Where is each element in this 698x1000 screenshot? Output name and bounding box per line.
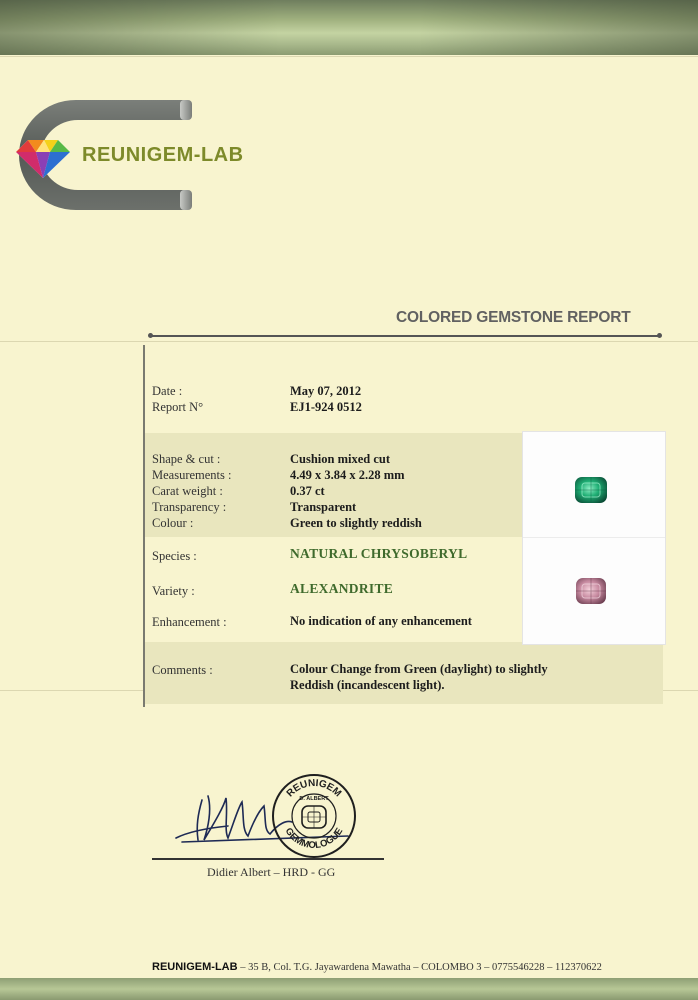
- stamp-top-text: REUNIGEM: [284, 777, 344, 800]
- enhancement-label: Enhancement :: [152, 615, 227, 629]
- report-number-label: Report N°: [152, 400, 204, 414]
- comments-line-1: Colour Change from Green (daylight) to slightly: [290, 662, 548, 676]
- header-band: [0, 0, 698, 55]
- gemmologist-stamp: [270, 772, 358, 860]
- transparency-value: Transparent: [290, 500, 357, 514]
- variety-label: Variety :: [152, 584, 195, 598]
- shape-value: Cushion mixed cut: [290, 452, 391, 466]
- measurements-label: Measurements :: [152, 468, 232, 482]
- title-rule: [150, 335, 660, 337]
- fold-line-middle: [0, 341, 698, 342]
- photo-divider: [523, 537, 665, 538]
- comments-line-2: Reddish (incandescent light).: [290, 678, 445, 692]
- pink-gem-icon: [575, 577, 607, 605]
- brand-name: REUNIGEM-LAB: [82, 144, 244, 166]
- species-label: Species :: [152, 549, 197, 563]
- date-label: Date :: [152, 384, 183, 398]
- gem-photo-panel: [522, 431, 666, 645]
- species-value: NATURAL CHRYSOBERYL: [290, 546, 468, 561]
- stamp-middle-text: D. ALBERT: [299, 796, 329, 802]
- report-number-value: EJ1-924 0512: [290, 400, 362, 414]
- report-title: COLORED GEMSTONE REPORT: [396, 309, 631, 326]
- footer-brand: REUNIGEM-LAB: [152, 961, 238, 973]
- footer-band: [0, 978, 698, 1000]
- measurements-value: 4.49 x 3.84 x 2.28 mm: [290, 468, 405, 482]
- stamp-gem-icon: [302, 806, 326, 828]
- carat-label: Carat weight :: [152, 484, 223, 498]
- fold-line-top: [0, 56, 698, 57]
- signature-rule: [152, 858, 384, 860]
- colour-label: Colour :: [152, 516, 194, 530]
- signatory-name: Didier Albert – HRD - GG: [207, 865, 336, 879]
- green-gem-icon: [574, 476, 608, 504]
- enhancement-value: No indication of any enhancement: [290, 614, 472, 628]
- footer-address: – 35 B, Col. T.G. Jayawardena Mawatha – COLOMBO 3 – 0775546228 – 112370622: [237, 962, 602, 973]
- footer-address-line: [152, 961, 602, 973]
- date-value: May 07, 2012: [290, 384, 362, 398]
- shape-label: Shape & cut :: [152, 452, 221, 466]
- comments-label: Comments :: [152, 663, 213, 677]
- transparency-label: Transparency :: [152, 500, 227, 514]
- carat-value: 0.37 ct: [290, 484, 325, 498]
- colour-value: Green to slightly reddish: [290, 516, 422, 530]
- stamp-bottom-text: GEMMOLOGUE: [282, 826, 346, 852]
- variety-value: ALEXANDRITE: [290, 581, 394, 596]
